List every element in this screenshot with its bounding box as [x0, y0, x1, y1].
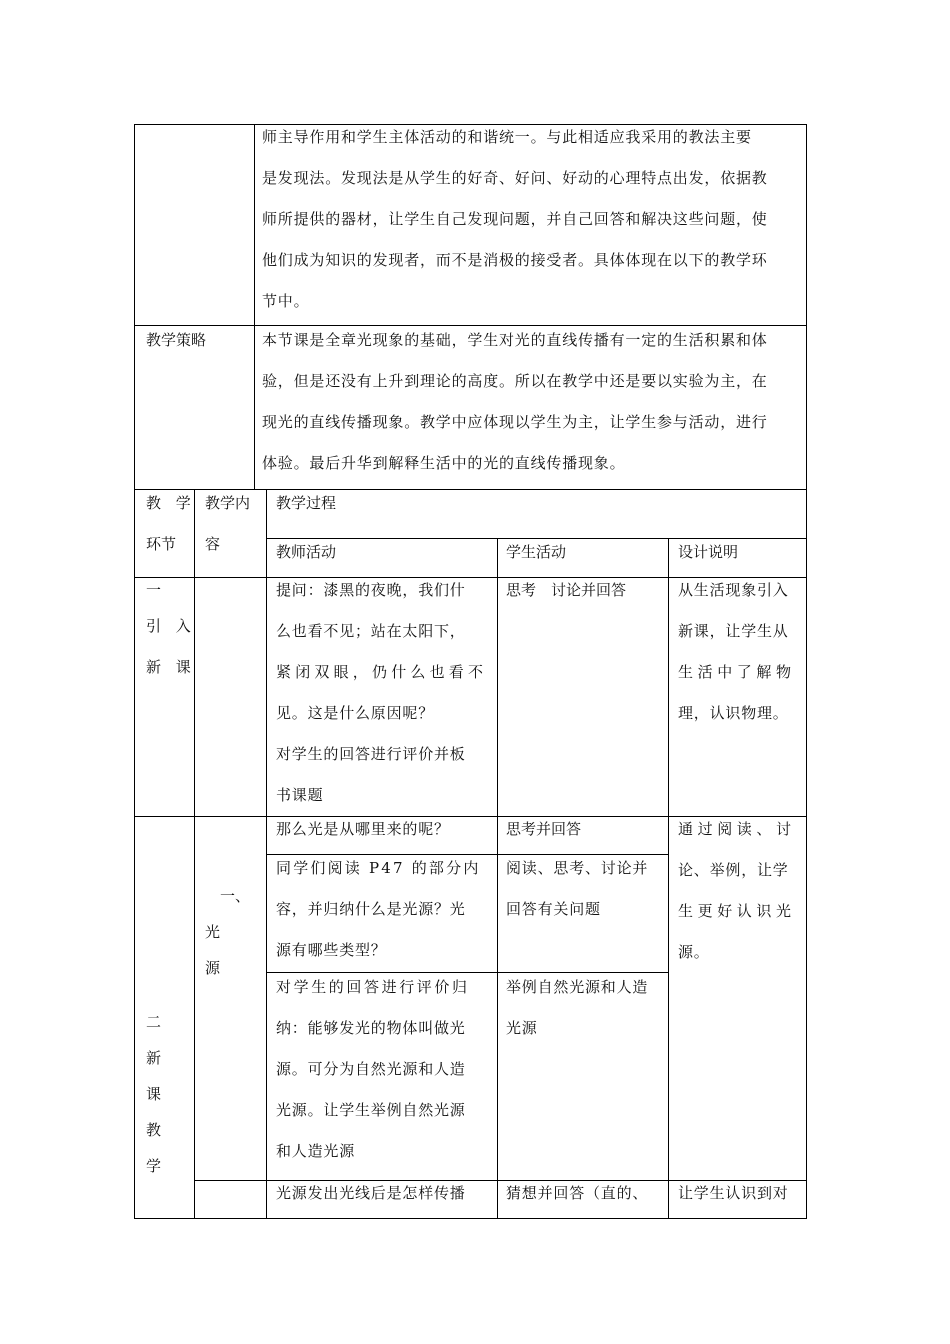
stage2-line-3: 课 — [146, 1085, 162, 1103]
header-student: 学生活动 — [506, 543, 567, 561]
stage2-row2-teacher-line-2: 容，并归纳什么是光源？光 — [276, 900, 466, 918]
stage2-row3-teacher-line-1: 对学生的回答进行评价归 — [276, 978, 470, 996]
stage2-content-line-2: 光 — [205, 923, 221, 941]
strategy-line-2: 验，但是还没有上升到理论的高度。所以在教学中还是要以实验为主，在 — [262, 372, 768, 390]
stage2-row3-teacher-line-4: 光源。让学生举例自然光源 — [276, 1101, 466, 1119]
stage1-teacher-line-2: 么也看不见；站在太阳下， — [276, 622, 466, 640]
strategy-line-3: 现光的直线传播现象。教学中应体现以学生为主，让学生参与活动，进行 — [262, 413, 768, 431]
stage2-design-line-2: 论、举例，让学 — [678, 861, 789, 879]
stage2-content-line-3: 源 — [205, 959, 221, 977]
header-design: 设计说明 — [678, 543, 739, 561]
header-content-line-2: 容 — [205, 535, 221, 553]
stage1-design-line-4: 理，认识物理。 — [678, 704, 789, 722]
stage1-design-line-2: 新课，让学生从 — [678, 622, 789, 640]
method-line-1: 师主导作用和学生主体活动的和谐统一。与此相适应我采用的教法主要 — [262, 128, 752, 146]
stage2-design-line-1: 通过阅读、讨 — [678, 820, 796, 838]
stage2-row4-design: 让学生认识到对 — [678, 1184, 789, 1202]
header-content-line-1: 教学内 — [205, 494, 251, 512]
stage2-content-line-1: 一、 — [220, 887, 251, 905]
stage2-row2-student-line-2: 回答有关问题 — [506, 900, 601, 918]
stage2-row4-student: 猜想并回答（直的、 — [506, 1184, 649, 1202]
method-line-2: 是发现法。发现法是从学生的好奇、好问、好动的心理特点出发，依据教 — [262, 169, 768, 187]
stage2-row2-teacher-line-3: 源有哪些类型？ — [276, 941, 387, 959]
stage2-line-4: 教 — [146, 1121, 162, 1139]
strategy-line-1: 本节课是全章光现象的基础，学生对光的直线传播有一定的生活积累和体 — [262, 331, 768, 349]
stage1-teacher-line-4: 见。这是什么原因呢？ — [276, 704, 435, 722]
method-line-4: 他们成为知识的发现者，而不是消极的接受者。具体体现在以下的教学环 — [262, 251, 768, 269]
stage1-line-3: 新 课 — [146, 658, 196, 676]
stage2-row3-student-line-2: 光源 — [506, 1019, 538, 1037]
stage2-row2-teacher-line-1: 同学们阅读 P47 的部分内 — [276, 859, 481, 877]
stage2-row3-teacher-line-5: 和人造光源 — [276, 1142, 356, 1160]
stage2-design-line-3: 生更好认识光 — [678, 902, 796, 920]
stage1-design-line-3: 生活中了解物 — [678, 663, 796, 681]
header-stage-line-1: 教 学 — [146, 494, 196, 512]
stage2-row1-student: 思考并回答 — [506, 820, 582, 838]
method-line-3: 师所提供的器材，让学生自己发现问题，并自己回答和解决这些问题，使 — [262, 210, 768, 228]
method-line-5: 节中。 — [262, 292, 310, 310]
stage1-teacher-line-1: 提问：漆黑的夜晚，我们什 — [276, 581, 466, 599]
strategy-line-4: 体验。最后升华到解释生活中的光的直线传播现象。 — [262, 454, 626, 472]
stage1-teacher-line-3: 紧闭双眼，仍什么也看不 — [276, 663, 488, 681]
stage2-row2-student-line-1: 阅读、思考、讨论并 — [506, 859, 649, 877]
header-process: 教学过程 — [276, 494, 337, 512]
stage2-line-2: 新 — [146, 1049, 162, 1067]
stage2-row3-teacher-line-3: 源。可分为自然光源和人造 — [276, 1060, 466, 1078]
stage2-row4-teacher: 光源发出光线后是怎样传播 — [276, 1184, 466, 1202]
stage2-row3-student-line-1: 举例自然光源和人造 — [506, 978, 649, 996]
stage1-teacher-line-5: 对学生的回答进行评价并板 — [276, 745, 466, 763]
header-teacher: 教师活动 — [276, 543, 337, 561]
stage1-teacher-line-6: 书课题 — [276, 786, 324, 804]
stage1-design-line-1: 从生活现象引入 — [678, 581, 789, 599]
stage2-line-5: 学 — [146, 1157, 162, 1175]
stage1-student-line-1: 思考 讨论并回答 — [506, 581, 627, 599]
stage2-row3-teacher-line-2: 纳：能够发光的物体叫做光 — [276, 1019, 466, 1037]
stage1-line-2: 引 入 — [146, 617, 196, 635]
stage2-row1-teacher: 那么光是从哪里来的呢？ — [276, 820, 450, 838]
header-stage-line-2: 环节 — [146, 535, 177, 553]
strategy-label: 教学策略 — [146, 331, 207, 349]
stage2-line-1: 二 — [146, 1013, 162, 1031]
stage1-line-1: 一 — [146, 581, 162, 599]
stage2-design-line-4: 源。 — [678, 943, 710, 961]
